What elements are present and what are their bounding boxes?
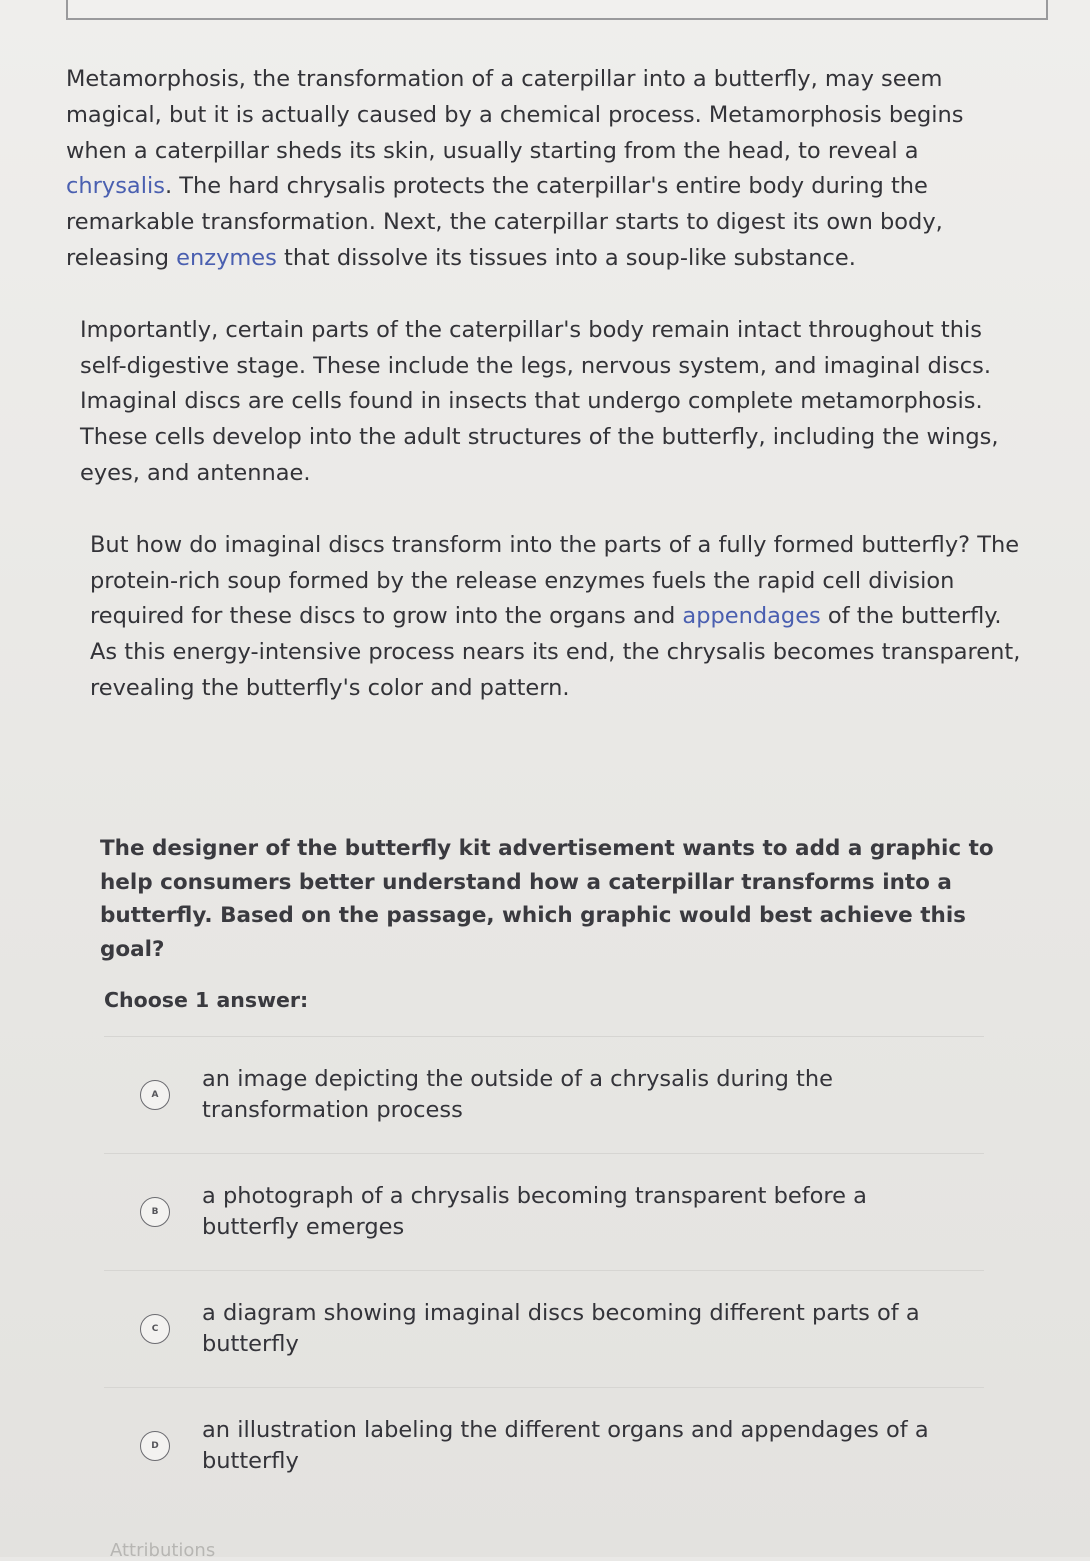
answer-option-c-text: a diagram showing imaginal discs becoming different parts of a butterfly	[202, 1300, 920, 1357]
answer-option-c[interactable]	[104, 1271, 984, 1387]
glossary-term-chrysalis[interactable]: chrysalis	[66, 173, 165, 200]
answer-option-d[interactable]	[104, 1388, 984, 1504]
answer-option-a[interactable]	[104, 1037, 984, 1153]
choose-answer-label: Choose 1 answer:	[104, 988, 309, 1012]
passage-paragraph-3: But how do imaginal discs transform into the parts of a fully formed butterfly? The protein-rich soup formed by the release enzymes fuels the rapid cell division required for these discs to grow into the organs and appendages of the butterfly. As this energy-intensive process nears its end, the chrysalis becomes transparent, revealing the butterfly's color and pattern.	[90, 531, 1021, 701]
reading-passage	[66, 62, 1026, 707]
glossary-term-enzymes[interactable]: enzymes	[176, 244, 277, 271]
question-prompt: The designer of the butterfly kit advertisement wants to add a graphic to help consumers better understand how a caterpillar transforms into a butterfly. Based on the passage, which graphic would best achieve this goal?	[100, 836, 994, 962]
answer-option-b-text: a photograph of a chrysalis becoming transparent before a butterfly emerges	[202, 1183, 867, 1240]
passage-paragraph-2: Importantly, certain parts of the caterpillar's body remain intact throughout this self-digestive stage. These include the legs, nervous system, and imaginal discs. Imaginal discs are cells found in insects that undergo complete metamorphosis. These cells develop into the adult structures of the butterfly, including the wings, eyes, and antennae.	[80, 316, 999, 486]
answer-options	[104, 1036, 984, 1504]
answer-option-b[interactable]	[104, 1154, 984, 1270]
radio-button-c[interactable]: C	[140, 1314, 170, 1344]
glossary-term-appendages[interactable]: appendages	[682, 603, 821, 630]
answer-option-d-text: an illustration labeling the different organs and appendages of a butterfly	[202, 1417, 929, 1474]
attributions-link[interactable]: Attributions	[110, 1540, 216, 1561]
radio-button-b[interactable]: B	[140, 1197, 170, 1227]
answer-option-a-text: an image depicting the outside of a chrysalis during the transformation process	[202, 1066, 833, 1123]
radio-button-d[interactable]: D	[140, 1431, 170, 1461]
radio-button-a[interactable]: A	[140, 1080, 170, 1110]
top-panel-edge	[66, 0, 1048, 20]
passage-paragraph-1: Metamorphosis, the transformation of a caterpillar into a butterfly, may seem magical, but it is actually caused by a chemical process. Metamorphosis begins when a caterpillar sheds its skin, usually starting from the head, to reveal a chrysalis. The hard chrysalis protects the caterpillar's entire body during the remarkable transformation. Next, the caterpillar starts to digest its own body, releasing enzymes that dissolve its tissues into a soup-like substance.	[66, 66, 964, 271]
